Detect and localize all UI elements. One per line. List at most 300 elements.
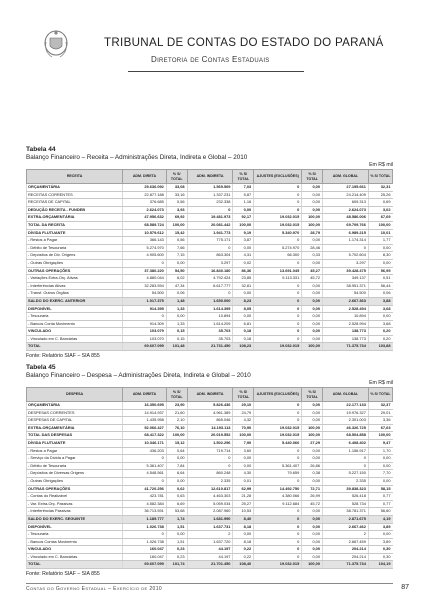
table-cell: 100,00 xyxy=(166,432,187,440)
table-row xyxy=(27,500,393,508)
column-header: % S/ TOTAL xyxy=(368,388,392,402)
table-cell: 0,00 xyxy=(368,455,392,463)
table-cell: 0,00 xyxy=(233,462,254,470)
table-cell: 0 xyxy=(123,455,167,463)
table-cell: 1.156.917 xyxy=(323,447,369,455)
table-row xyxy=(27,343,393,351)
row-label: - Bancos Contas Movimento xyxy=(27,538,123,546)
table-cell: 56,60 xyxy=(368,508,392,516)
table-cell: 1.681.990 xyxy=(187,515,233,523)
column-header: % S/ TOTAL xyxy=(166,388,187,402)
table-header-row xyxy=(27,170,393,184)
table-cell: 4.548.561 xyxy=(123,470,167,478)
table-row xyxy=(27,447,393,455)
table-cell: 0,00 xyxy=(302,455,323,463)
table-cell: 0 xyxy=(254,417,302,425)
table-cell: 36.713.591 xyxy=(123,508,167,516)
table-45-title: Tabela 45 xyxy=(26,364,56,371)
table-cell: 1.650.000 xyxy=(187,297,233,305)
table-cell: 6,69 xyxy=(166,500,187,508)
row-label: VINCULADO xyxy=(27,546,123,554)
table-cell: 0,00 xyxy=(302,508,323,516)
table-cell: 12.610.817 xyxy=(187,485,233,493)
table-cell: 0 xyxy=(323,455,369,463)
table-cell: 100,00 xyxy=(302,214,323,222)
table-cell: 19.032.015 xyxy=(254,343,302,351)
table-row xyxy=(27,531,393,539)
table-cell: 79.659 xyxy=(254,470,302,478)
row-label: - Contas do Realizável xyxy=(27,493,123,501)
table-cell: 0,00 xyxy=(302,313,323,321)
column-header: % S/ TOTAL xyxy=(166,170,187,184)
table-cell: 0 xyxy=(187,206,233,214)
table-cell: 10,01 xyxy=(368,229,392,237)
table-44-subtitle: Balanço Financeiro – Receita – Administrações Direta, Indireta e Global – 2010 xyxy=(26,154,248,161)
row-label: SALDO DO EXERC. ANTERIOR xyxy=(27,297,123,305)
row-label: - Transf. Outros Órgãos xyxy=(27,290,123,298)
table-row xyxy=(27,409,393,417)
table-cell: 4.961.389 xyxy=(187,409,233,417)
page-header xyxy=(0,28,432,76)
table-cell: 70,90 xyxy=(233,424,254,432)
column-header: ADM. GLOBAL xyxy=(323,388,369,402)
row-label: - Depósitos de Div. Origens xyxy=(27,252,123,260)
table-cell: 376.685 xyxy=(123,199,167,207)
table-row xyxy=(27,561,393,569)
table-cell: 100,00 xyxy=(302,221,323,229)
table-cell: 3,89 xyxy=(368,538,392,546)
table-row xyxy=(27,523,393,531)
table-cell: 9,19 xyxy=(233,229,254,237)
table-cell: 10.579.612 xyxy=(123,229,167,237)
table-cell: 3,93 xyxy=(166,206,187,214)
table-cell: 0 xyxy=(254,282,302,290)
row-label: - Serviço da Dívida a Pagar xyxy=(27,455,123,463)
table-cell: 19.976.327 xyxy=(323,409,369,417)
column-header: ADM. INDIRETA xyxy=(187,388,233,402)
table-cell: 0,00 xyxy=(302,290,323,298)
table-cell: 108,23 xyxy=(233,343,254,351)
row-label: - Vinculado em C. Bancárias xyxy=(27,335,123,343)
table-cell: 366.143 xyxy=(123,237,167,245)
table-cell: 27.195.661 xyxy=(323,184,369,192)
table-cell: 7,84 xyxy=(166,462,187,470)
table-cell: 46.326.725 xyxy=(323,424,369,432)
table-cell: 72,71 xyxy=(302,485,323,493)
table-cell: 775.171 xyxy=(187,237,233,245)
table-cell: 0 xyxy=(187,462,233,470)
table-cell: 100,00 xyxy=(233,221,254,229)
row-label: - Restos a Pagar xyxy=(27,237,123,245)
table-cell: 0,23 xyxy=(166,546,187,554)
row-label: DEDUÇÃO RECEITA - FUNDEB xyxy=(27,206,123,214)
table-cell: 0,00 xyxy=(302,282,323,290)
table-cell: 1.435.958 xyxy=(123,417,167,425)
table-cell: 1.026.738 xyxy=(123,523,167,531)
table-cell: 2 xyxy=(323,531,369,539)
row-label: - Tesouraria xyxy=(27,531,123,539)
table-cell: 3,88 xyxy=(368,297,392,305)
table-cell: 0,00 xyxy=(302,184,323,192)
table-45-subtitle: Balanço Financeiro – Despesa – Administrações Direta, Indireta e Global – 2010 xyxy=(26,372,251,379)
table-cell: 719.714 xyxy=(187,447,233,455)
table-cell: 4,32 xyxy=(233,417,254,425)
table-row xyxy=(27,508,393,516)
table-cell: 19.032.015 xyxy=(254,424,302,432)
table-cell: 52.066.427 xyxy=(123,424,167,432)
table-cell: 10.346.171 xyxy=(123,439,167,447)
table-cell: 0 xyxy=(254,335,302,343)
table-cell: 0,30 xyxy=(368,546,392,554)
table-cell: 14.914.937 xyxy=(123,409,167,417)
table-cell: 3,68 xyxy=(368,305,392,313)
table-cell: 0 xyxy=(254,297,302,305)
table-cell: 0 xyxy=(254,447,302,455)
table-cell: 138.773 xyxy=(323,328,369,336)
column-header: ADM. GLOBAL xyxy=(323,170,369,184)
table-cell: 1.174.314 xyxy=(323,237,369,245)
row-label: TOTAL xyxy=(27,561,123,569)
table-cell: 4.905.600 xyxy=(123,252,167,260)
table-cell: 0 xyxy=(254,546,302,554)
table-cell: 10.894 xyxy=(187,313,233,321)
table-cell: 54,50 xyxy=(166,267,187,275)
table-cell: 32,31 xyxy=(368,184,392,192)
column-header: AJUSTES (EXCLUSÕES) xyxy=(254,388,302,402)
table-cell: 26,86 xyxy=(302,462,323,470)
table-cell: 62,99 xyxy=(233,485,254,493)
table-cell: 436.203 xyxy=(123,447,167,455)
table-header-row xyxy=(27,388,393,402)
table-cell: 29,10 xyxy=(233,402,254,410)
row-label: SALDO DO EXERC. SEGUINTE xyxy=(27,515,123,523)
table-cell: 23,90 xyxy=(166,402,187,410)
table-cell: 0,00 xyxy=(302,297,323,305)
table-row xyxy=(27,191,393,199)
table-cell: 0 xyxy=(123,259,167,267)
table-row xyxy=(27,184,393,192)
table-cell: 0,56 xyxy=(166,237,187,245)
table-cell: 6,64 xyxy=(166,470,187,478)
table-cell: 0,77 xyxy=(368,493,392,501)
table-cell: 2,10 xyxy=(166,417,187,425)
table-cell: 1.337.231 xyxy=(187,191,233,199)
row-label: - Interferências Ativas xyxy=(27,282,123,290)
table-cell: 0 xyxy=(254,320,302,328)
table-cell: 101,48 xyxy=(166,343,187,351)
row-label: - Tesouraria xyxy=(27,313,123,321)
table-cell: 6.989.215 xyxy=(323,229,369,237)
table-cell: 1.017.375 xyxy=(123,297,167,305)
table-cell: 25.636.092 xyxy=(123,184,167,192)
table-44-source: Fonte: Relatório SIAF – SIA 855 xyxy=(26,353,100,360)
table-cell: 0 xyxy=(254,553,302,561)
table-row xyxy=(27,417,393,425)
table-cell: 6.408.402 xyxy=(323,439,369,447)
table-row xyxy=(27,237,393,245)
table-cell: 1,16 xyxy=(233,199,254,207)
table-cell: 33,08 xyxy=(166,184,187,192)
table-cell: 0,00 xyxy=(302,546,323,554)
table-cell: 0,00 xyxy=(166,313,187,321)
table-cell: 0 xyxy=(254,402,302,410)
table-cell: 609.313 xyxy=(323,199,369,207)
table-row xyxy=(27,313,393,321)
table-cell: 138.773 xyxy=(323,335,369,343)
table-cell: 32.283.594 xyxy=(123,282,167,290)
table-cell: 5.274.970 xyxy=(254,244,302,252)
table-cell: 14.193.113 xyxy=(187,424,233,432)
table-cell: 2.528.994 xyxy=(323,320,369,328)
table-cell: 0,00 xyxy=(233,290,254,298)
table-cell: 68.589.724 xyxy=(123,221,167,229)
row-label: OUTRAS OPERAÇÕES xyxy=(27,267,123,275)
table-cell: 13.691.045 xyxy=(254,267,302,275)
table-cell: 0,23 xyxy=(166,553,187,561)
table-cell: 0 xyxy=(187,455,233,463)
table-cell: 10,53 xyxy=(233,508,254,516)
table-cell: 4.880.044 xyxy=(123,275,167,283)
table-cell: 20.019.552 xyxy=(187,432,233,440)
table-cell: 0,00 xyxy=(302,417,323,425)
table-row xyxy=(27,305,393,313)
table-cell: 104,19 xyxy=(368,561,392,569)
table-cell: 6,81 xyxy=(233,320,254,328)
row-label: TOTAL xyxy=(27,343,123,351)
department-subtitle xyxy=(151,55,270,64)
table-cell: 69.709.766 xyxy=(323,221,369,229)
table-cell: 69,92 xyxy=(166,214,187,222)
table-cell: 68.417.322 xyxy=(123,432,167,440)
table-cell: 24.214.409 xyxy=(323,191,369,199)
table-cell: 0 xyxy=(254,199,302,207)
table-45-unit: Em R$ mil xyxy=(369,380,393,386)
column-header: ADM. DIRETA xyxy=(123,388,167,402)
table-row xyxy=(27,267,393,275)
column-header: ADM. DIRETA xyxy=(123,170,167,184)
table-row xyxy=(27,546,393,554)
table-cell: 0,69 xyxy=(368,199,392,207)
institution-title: TRIBUNAL DE CONTAS DO ESTADO DO PARANÁ xyxy=(104,36,384,49)
table-cell: 0,00 xyxy=(368,462,392,470)
table-cell: 8,23 xyxy=(233,297,254,305)
table-cell: 0,00 xyxy=(302,515,323,523)
table-cell: 863.304 xyxy=(187,252,233,260)
table-cell: 0,00 xyxy=(302,206,323,214)
column-header: DESPESA xyxy=(27,388,123,402)
page-number: 87 xyxy=(401,584,409,591)
table-cell: 0 xyxy=(254,237,302,245)
table-row xyxy=(27,214,393,222)
table-cell: 0 xyxy=(323,462,369,470)
table-cell: 0,00 xyxy=(302,335,323,343)
table-row xyxy=(27,282,393,290)
table-cell: 16.350.695 xyxy=(123,402,167,410)
table-row xyxy=(27,538,393,546)
table-cell: 14.492.750 xyxy=(254,485,302,493)
table-cell: 10.894 xyxy=(323,313,369,321)
table-cell: 0 xyxy=(187,290,233,298)
table-cell: 0,00 xyxy=(233,206,254,214)
table-cell: 28,79 xyxy=(302,229,323,237)
table-row xyxy=(27,462,393,470)
table-cell: 8,30 xyxy=(368,252,392,260)
table-cell: 0,33 xyxy=(302,252,323,260)
table-cell: 4,30 xyxy=(233,470,254,478)
table-cell: 9.113.331 xyxy=(254,275,302,283)
table-cell: 7,66 xyxy=(166,244,187,252)
table-cell: 38.781.371 xyxy=(323,508,369,516)
table-cell: 349.137 xyxy=(323,275,369,283)
footer-caption-text: Contas do Governo Estadual – Exercício de 2010 xyxy=(26,586,163,592)
table-cell: 7,70 xyxy=(368,470,392,478)
table-cell: 4.380.066 xyxy=(254,493,302,501)
table-cell: 2.624.073 xyxy=(123,206,167,214)
table-cell: 5.826.436 xyxy=(187,402,233,410)
column-header: % S/ TOTAL xyxy=(302,388,323,402)
row-label: - Outras Obrigações xyxy=(27,477,123,485)
table-cell: 1,33 xyxy=(166,305,187,313)
table-cell: 3,02 xyxy=(368,206,392,214)
table-cell: 5.361.407 xyxy=(254,462,302,470)
table-cell: 204.214 xyxy=(323,546,369,554)
table-row xyxy=(27,485,393,493)
table-cell: 528.734 xyxy=(323,500,369,508)
row-label: - Débito de Tesouraria xyxy=(27,244,123,252)
table-cell: 0 xyxy=(254,508,302,516)
table-cell: 204.214 xyxy=(323,553,369,561)
table-cell: 103,88 xyxy=(368,343,392,351)
column-header: RECEITA xyxy=(27,170,123,184)
table-cell: 2.871.675 xyxy=(323,515,369,523)
table-cell: 0 xyxy=(254,538,302,546)
row-label: - Outras Obrigações xyxy=(27,259,123,267)
table-cell: 1.637.720 xyxy=(187,538,233,546)
table-cell: 0 xyxy=(323,244,369,252)
table-cell: 0,00 xyxy=(302,523,323,531)
table-cell: 4.792.424 xyxy=(187,275,233,283)
table-row xyxy=(27,244,393,252)
column-header: % S/ TOTAL xyxy=(233,170,254,184)
table-cell: 27,29 xyxy=(302,439,323,447)
table-row xyxy=(27,259,393,267)
table-cell: 0,00 xyxy=(302,477,323,485)
table-cell: 5,87 xyxy=(233,191,254,199)
table-cell: 0,06 xyxy=(166,290,187,298)
table-cell: 44.197 xyxy=(187,546,233,554)
table-cell: 108,40 xyxy=(233,561,254,569)
row-label: - Restos a Pagar xyxy=(27,447,123,455)
table-cell: 0 xyxy=(254,531,302,539)
table-cell: 47,34 xyxy=(166,282,187,290)
table-cell: 0 xyxy=(254,184,302,192)
table-cell: 7,15 xyxy=(166,252,187,260)
table-cell: 20.081.442 xyxy=(187,221,233,229)
table-cell: 1.189.777 xyxy=(123,515,167,523)
table-row xyxy=(27,297,393,305)
table-cell: 0,00 xyxy=(166,531,187,539)
table-cell: 47.956.632 xyxy=(123,214,167,222)
row-label: ORÇAMENTÁRIA xyxy=(27,402,123,410)
table-cell: 100,00 xyxy=(368,432,392,440)
table-cell: 44.197 xyxy=(187,553,233,561)
table-row xyxy=(27,553,393,561)
table-cell: 68.504.858 xyxy=(323,432,369,440)
table-cell: 0,00 xyxy=(302,259,323,267)
table-45-source: Fonte: Relatório SIAF – SIA 855 xyxy=(26,571,100,578)
table-cell: 19.032.015 xyxy=(254,561,302,569)
table-cell: 3,36 xyxy=(368,417,392,425)
row-label: - Depósitos de Diversas Origens xyxy=(27,470,123,478)
table-cell: 4,31 xyxy=(233,252,254,260)
table-cell: 1.941.773 xyxy=(187,229,233,237)
table-cell: 1.637.731 xyxy=(187,523,233,531)
table-cell: 0,00 xyxy=(368,477,392,485)
table-row xyxy=(27,477,393,485)
table-cell: 160.047 xyxy=(123,546,167,554)
footer-caption xyxy=(26,586,162,592)
table-cell: 0,00 xyxy=(368,244,392,252)
table-cell: 5.340.970 xyxy=(254,229,302,237)
table-cell: 0,20 xyxy=(368,335,392,343)
table-cell: 37.380.220 xyxy=(123,267,167,275)
table-cell: 865.046 xyxy=(187,417,233,425)
table-cell: 0 xyxy=(254,305,302,313)
table-cell: 0,22 xyxy=(233,553,254,561)
table-cell: 3,89 xyxy=(368,523,392,531)
table-cell: 33,16 xyxy=(166,191,187,199)
table-cell: 0,00 xyxy=(233,455,254,463)
table-cell: 0,00 xyxy=(302,305,323,313)
row-label: RECEITAS DE CAPITAL xyxy=(27,199,123,207)
table-cell: 0,15 xyxy=(166,328,187,336)
table-cell: 0,00 xyxy=(302,237,323,245)
table-cell: 0,02 xyxy=(233,259,254,267)
table-cell: 0 xyxy=(254,523,302,531)
table-cell: 71.375.734 xyxy=(323,343,369,351)
table-cell: 45,72 xyxy=(302,500,323,508)
table-cell: 2.335 xyxy=(323,477,369,485)
table-cell: 21.701.450 xyxy=(187,561,233,569)
table-cell: 0,30 xyxy=(368,553,392,561)
table-row xyxy=(27,199,393,207)
table-cell: 0,22 xyxy=(233,546,254,554)
column-header: ADM. INDIRETA xyxy=(187,170,233,184)
table-cell: 69.607.099 xyxy=(123,343,167,351)
table-44-title: Tabela 44 xyxy=(26,146,56,153)
table-cell: 3,68 xyxy=(368,320,392,328)
table-cell: 0 xyxy=(187,244,233,252)
table-cell: 0 xyxy=(254,455,302,463)
table-cell: 0,00 xyxy=(302,538,323,546)
table-cell: 0,20 xyxy=(368,328,392,336)
table-cell: 0 xyxy=(254,206,302,214)
row-label: TOTAL DA RECEITA xyxy=(27,221,123,229)
table-row xyxy=(27,275,393,283)
row-label: DESPESAS CORRENTES xyxy=(27,409,123,417)
table-cell: 0,00 xyxy=(368,313,392,321)
table-cell: 3.297 xyxy=(187,259,233,267)
table-cell: 4.463.303 xyxy=(187,493,233,501)
table-cell: 0,01 xyxy=(233,477,254,485)
table-cell: 232.338 xyxy=(187,199,233,207)
table-row xyxy=(27,424,393,432)
table-cell: 58,15 xyxy=(368,485,392,493)
table-cell: 26,99 xyxy=(302,493,323,501)
table-cell: 3.297 xyxy=(323,259,369,267)
table-cell: 100,00 xyxy=(166,221,187,229)
header-divider xyxy=(128,71,304,72)
